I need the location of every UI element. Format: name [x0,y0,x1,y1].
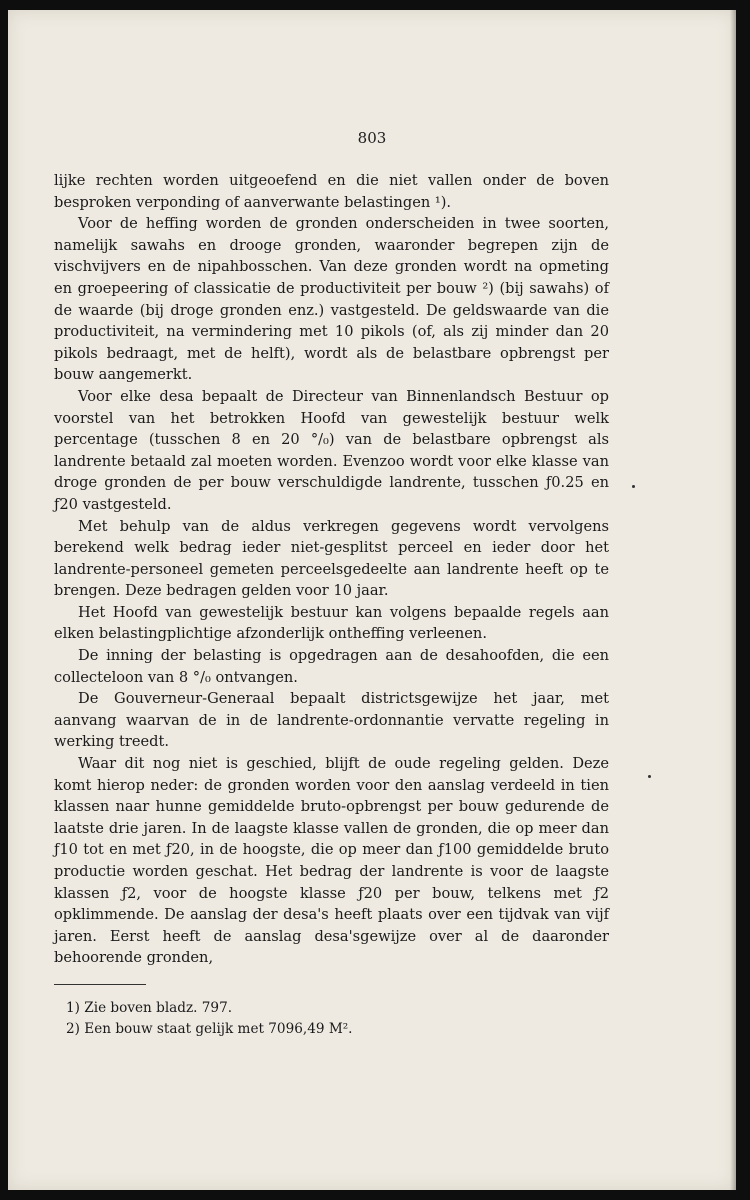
paragraph: De Gouverneur-Generaal bepaalt districtsgewijze het jaar, met aanvang waarvan de in de landrente-ordonnantie vervatte regeling in werking treedt. [54,690,609,751]
paragraph: De inning der belasting is opgedragen aan de desahoofden, die een collecteloon van 8 °/₀ ontvangen. [54,647,609,686]
paragraph: Waar dit nog niet is geschied, blijft de oude regeling gelden. Deze komt hierop neder: de gronden worden voor den aanslag verdeeld in tien klassen naar hunne gemiddelde bruto-opbrengst per bouw gedurende de laatste drie jaren. In de laagste klasse vallen de gronden, die op meer dan ƒ10 tot en met ƒ20, in de hoogste, die op meer dan ƒ100 gemiddelde bruto productie worden geschat. Het bedrag der landrente is voor de laagste klassen ƒ2, voor de hoogste klasse ƒ20 per bouw, telkens met ƒ2 opklimmende. De aanslag der desa's heeft plaats over een tijdvak van vijf jaren. Eerst heeft de aanslag desa'sgewijze over al de daaronder behoorende gronden, [54,755,609,967]
paragraph: Voor de heffing worden de gronden onderscheiden in twee soorten, namelijk sawahs en drooge gronden, waaronder begrepen zijn de vischvijvers en de nipahbosschen. Van deze gronden wordt na opmeting en groepeering of classicatie de productiviteit per bouw ²) (bij sawahs) of de waarde (bij droge gronden enz.) vastgesteld. De geldswaarde van die productiviteit, na vermindering met 10 pikols (of, als zij minder dan 20 pikols bedraagt, met de helft), wordt als de belastbare opbrengst per bouw aangemerkt. [54,215,609,384]
body-text [54,170,609,969]
paragraph: lijke rechten worden uitgeoefend en die niet vallen onder de boven besproken verponding of aanverwante belastingen ¹). [54,172,609,211]
footnotes [66,998,353,1040]
page-edge-shadow [730,10,736,1190]
margin-speck [648,775,651,778]
paragraph: Het Hoofd van gewestelijk bestuur kan volgens bepaalde regels aan elken belastingplichtige afzonderlijk ontheffing verleenen. [54,603,609,643]
paragraph: Voor elke desa bepaalt de Directeur van Binnenlandsch Bestuur op voorstel van het betrokken Hoofd van gewestelijk bestuur welk percentage (tusschen 8 en 20 °/₀) van de belastbare opbrengst als landrente betaald zal moeten worden. Evenzoo wordt voor elke klasse van droge gronden de per bouw verschuldigde landrente, tusschen ƒ0.25 en ƒ20 vastgesteld. [54,387,609,513]
footnote: 2) Een bouw staat gelijk met 7096,49 M². [66,1021,353,1037]
margin-speck [632,485,635,488]
page-number: 803 [357,129,387,147]
footnote: 1) Zie boven bladz. 797. [66,1000,233,1016]
book-page [8,10,736,1190]
footnote-divider [54,984,146,985]
paragraph: Met behulp van de aldus verkregen gegevens wordt vervolgens berekend welk bedrag ieder niet-gesplitst perceel en ieder door het landrente-personeel gemeten perceelsgedeelte aan landrente heeft op te brengen. Deze bedragen gelden voor 10 jaar. [54,517,609,600]
